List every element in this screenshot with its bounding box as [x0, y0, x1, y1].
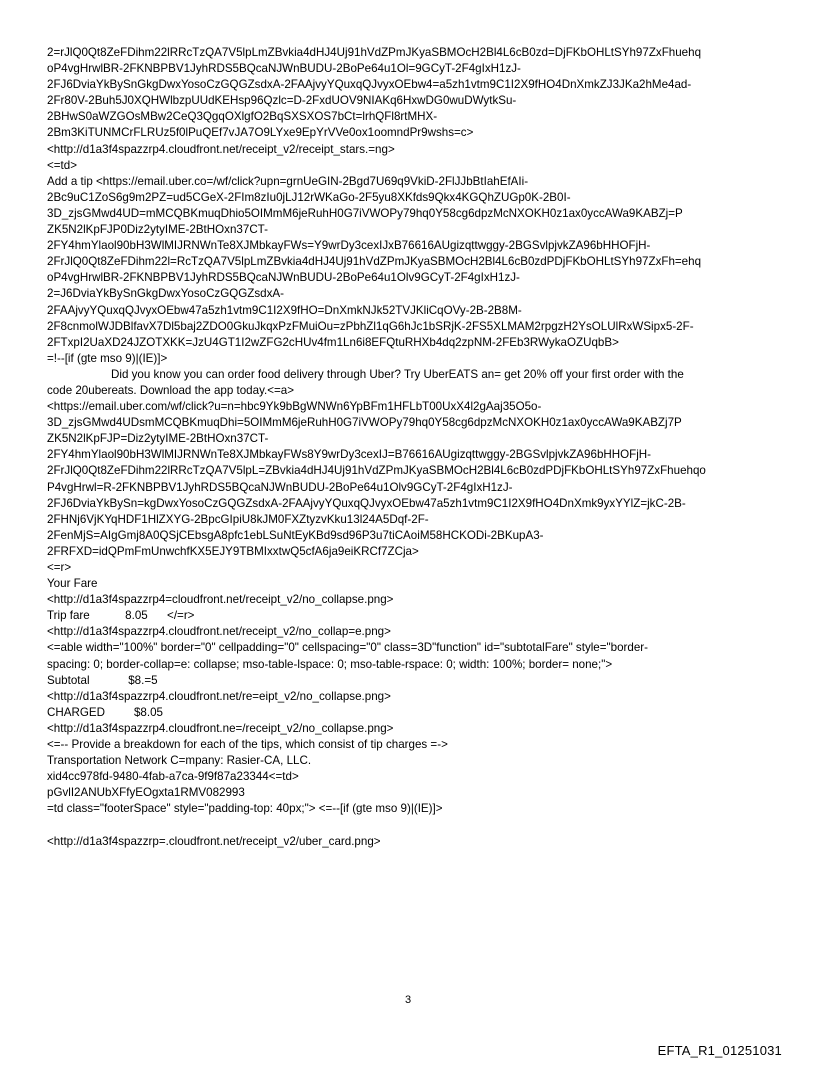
text-line: <=r> — [47, 561, 72, 574]
text-line: <http://d1a3f4spazzrp=.cloudfront.net/receipt_v2/uber_card.png> — [47, 834, 381, 848]
text-line: P4vgHrwl=R-2FKNBPBV1JyhRDS5BQcaNJWnBUDU-2BoPe64u1Olv9GCyT-2F4gIxH1zJ- — [47, 480, 513, 494]
text-line: ZK5N2lKpFJP=Diz2ytyIME-2BtHOxn37CT- — [47, 432, 269, 446]
text-line: code 20ubereats. Download the app today.<=a> — [47, 383, 294, 397]
text-line: Add a tip <https://email.uber.co=/wf/click?upn=grnUeGIN-2Bgd7U69q9VkiD-2FlJJbBtIahEfAIi- — [47, 174, 529, 188]
text-line — [47, 818, 787, 834]
text-line: 2FJ6DviaYkBySn=kgDwxYosoCzGQGZsdxA-2FAAjvyYQuxqQJvyxOEbw47a5zh1vtm9C1I2X9fHO4DnXmk9yxYYlZ=jkC-2B- — [47, 496, 686, 510]
text-line: pGvlI2ANUbXFfyEOgxta1RMV082993 — [47, 786, 245, 800]
text-line: <http://d1a3f4spazzrp4.cloudfront.net/receipt_v2/no_collap=e.png> — [47, 625, 391, 639]
text-line: 2FrJlQ0Qt8ZeFDihm22lRRcTzQA7V5lpL=ZBvkia4dHJ4Uj91hVdZPmJKyaSBMOcH2Bl4L6cB0zdPDjFKbOHLtSYh97ZxFhuehqo — [47, 464, 706, 478]
text-line: 2FRFXD=idQPmFmUnwchfKX5EJY9TBMIxxtwQ5cfA6ja9eiKRCf7ZCja> — [47, 544, 419, 558]
text-line: <http://d1a3f4spazzrp4.cloudfront.net/re=eipt_v2/no_collapse.png> — [47, 689, 391, 703]
text-line: 2FenMjS=AIgGmj8A0QSjCEbsgA8pfc1ebLSuNtEyKBd9sd96P3u7tiCAoiM58HCKODi-2BKupA3- — [47, 528, 544, 542]
text-line: =!--[if (gte mso 9)|(IE)]> — [47, 351, 168, 365]
text-line: Did you know you can order food delivery through Uber? Try UberEATS an= get 20% off your first order with the — [111, 367, 684, 381]
text-line: 3D_zjsGMwd4UD=mMCQBKmuqDhio5OIMmM6jeRuhH0G7iVWOPy79hq0Y58cg6dpzMcNXOKH0z1ax0yccAWa9KABZj=P — [47, 206, 683, 220]
text-line: Your Fare — [47, 577, 98, 591]
text-line: <=td> — [47, 158, 77, 172]
text-line: 2FJ6DviaYkBySnGkgDwxYosoCzGQGZsdxA-2FAAjvyYQuxqQJvyxOEbw4=a5zh1vtm9C1I2X9fHO4DnXmkZJ3JKa2hMe4ad- — [47, 78, 692, 92]
text-line: <=-- Provide a breakdown for each of the tips, which consist of tip charges =-> — [47, 738, 448, 752]
bates-number: EFTA_R1_01251031 — [657, 1043, 782, 1058]
text-line: oP4vgHrwlBR-2FKNBPBV1JyhRDS5BQcaNJWnBUDU-2BoPe64u1Olv9GCyT-2F4gIxH1zJ- — [47, 271, 520, 285]
text-line: spacing: 0; border-collap=e: collapse; mso-table-lspace: 0; mso-table-rspace: 0; width: 100%; border= none;"> — [47, 657, 613, 671]
text-line: xid4cc978fd-9480-4fab-a7ca-9f9f87a23344<=td> — [47, 770, 299, 784]
text-line: 2F8cnmolWJDBlfavX7Dl5baj2ZDO0GkuJkqxPzFMuiOu=zPbhZl1qG6hJc1bSRjK-2FS5XLMAM2rpgzH2YsOLUlRxWSipx5-2F- — [47, 319, 694, 333]
text-line: Trip fare 8.05 </=r> — [47, 609, 195, 623]
text-line: 2FrJlQ0Qt8ZeFDihm22l=RcTzQA7V5lpLmZBvkia4dHJ4Uj91hVdZPmJKyaSBMOcH2Bl4L6cB0zdPDjFKbOHLtSYh97ZxFh=ehq — [47, 255, 702, 269]
page-number: 3 — [404, 994, 412, 1006]
text-line: =td class="footerSpace" style="padding-top: 40px;"> <=--[if (gte mso 9)|(IE)]> — [47, 802, 443, 816]
text-line: 2FTxpI2UaXD24JZOTXKK=JzU4GT1I2wZFG2cHUv4fm1Ln6i8EFQtuRHXb4dq2zpNM-2FEb3RWykaOZUqbB> — [47, 335, 619, 349]
email-source-text — [47, 45, 787, 850]
text-line: Transportation Network C=mpany: Rasier-CA, LLC. — [47, 754, 312, 768]
text-line: 2FY4hmYlaol90bH3WlMIJRNWnTe8XJMbkayFWs=Y9wrDy3cexIJxB76616AUgizqttwggy-2BGSvlpjvkZA96bHHOFjH- — [47, 239, 651, 253]
text-line: CHARGED $8.05 — [47, 705, 163, 719]
text-line: 2FY4hmYlaol90bH3WlMIJRNWnTe8XJMbkayFWs8Y9wrDy3cexIJ=B76616AUgizqttwggy-2BGSvlpjvkZA96bHHOFjH- — [47, 448, 652, 462]
text-line: 2BHwS0aWZGOsMBw2CeQ3QgqOXlgfO2BqSXSXOS7bCt=lrhQFl8rtMHX- — [47, 110, 438, 124]
text-line: 2Bc9uC1ZoS6g9m2PZ=ud5CGeX-2FIm8zIu0jLJ12rWKaGo-2F5yu8XKfds9Qkx4KGQhZUGp0K-2B0I- — [47, 190, 571, 204]
text-line: <https://email.uber.com/wf/click?u=n=hbc9Yk9bBgWNWn6YpBFm1HFLbT00UxX4l2gAaj35O5o- — [47, 400, 542, 414]
text-line: Subtotal $8.=5 — [47, 673, 158, 687]
text-line: <http://d1a3f4spazzrp4.cloudfront.net/receipt_v2/receipt_stars.=ng> — [47, 142, 395, 156]
text-line: 2FHNj6VjKYqHDF1HlZXYG-2BpcGIpiU8kJM0FXZtyzvKku13l24A5Dqf-2F- — [47, 512, 429, 526]
text-line: 3D_zjsGMwd4UDsmMCQBKmuqDhi=5OIMmM6jeRuhH0G7iVWOPy79hq0Y58cg6dpzMcNXOKH0z1ax0yccAWa9KABZj7P — [47, 416, 682, 430]
text-line: 2Bm3KiTUNMCrFLRUz5f0lPuQEf7vJA7O9LYxe9EpYrVVe0ox1oomndPr9wshs=c> — [47, 126, 474, 140]
text-line: 2=J6DviaYkBySnGkgDwxYosoCzGQGZsdxA- — [47, 287, 285, 301]
text-line: oP4vgHrwlBR-2FKNBPBV1JyhRDS5BQcaNJWnBUDU-2BoPe64u1Ol=9GCyT-2F4gIxH1zJ- — [47, 62, 521, 76]
text-line: 2=rJlQ0Qt8ZeFDihm22lRRcTzQA7V5lpLmZBvkia4dHJ4Uj91hVdZPmJKyaSBMOcH2Bl4L6cB0zd=DjFKbOHLtSYh97ZxFhuehq — [47, 46, 702, 59]
text-line: 2FAAjvyYQuxqQJvyxOEbw47a5zh1vtm9C1I2X9fHO=DnXmkNJk52TVJKliCqOVy-2B-2B8M- — [47, 303, 522, 317]
text-line: ZK5N2lKpFJP0Diz2ytyIME-2BtHOxn37CT- — [47, 223, 268, 237]
text-line: <http://d1a3f4spazzrp4=cloudfront.net/receipt_v2/no_collapse.png> — [47, 593, 394, 607]
text-line: <=able width="100%" border="0" cellpadding="0" cellspacing="0" class=3D"function" id="subtotalFare" style="border- — [47, 641, 649, 655]
text-line: <http://d1a3f4spazzrp4.cloudfront.ne=/receipt_v2/no_collapse.png> — [47, 721, 394, 735]
text-line: 2Fr80V-2Buh5J0XQHWlbzpUUdKEHsp96Qzlc=D-2FxdUOV9NIAKq6HxwDG0wuDWytkSu- — [47, 94, 517, 108]
